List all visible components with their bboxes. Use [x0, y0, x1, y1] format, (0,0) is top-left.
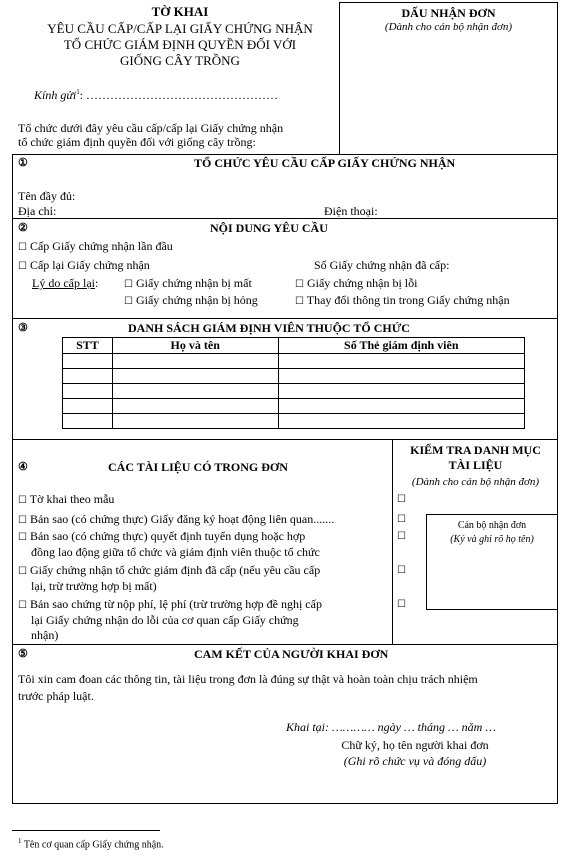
footnote-rule — [12, 830, 160, 831]
section3-number: ③ — [18, 322, 28, 334]
reason-error[interactable] — [295, 276, 417, 291]
section5-title: CAM KẾT CỦA NGƯỜI KHAI ĐƠN — [194, 647, 389, 661]
checkbox[interactable]: ☐ — [124, 279, 133, 290]
checkbox[interactable]: ☐ — [18, 495, 27, 506]
footnote-ref: 1 — [76, 88, 80, 96]
section4-title: CÁC TÀI LIỆU CÓ TRONG ĐƠN — [108, 460, 288, 474]
table-cell[interactable] — [112, 414, 278, 429]
reason-label — [32, 276, 98, 291]
table-cell[interactable] — [112, 369, 278, 384]
stamp-note: (Dành cho cán bộ nhận đơn) — [384, 21, 513, 33]
table-row[interactable] — [63, 384, 525, 399]
doc-item[interactable] — [18, 597, 390, 643]
form-subtitle — [20, 21, 340, 69]
table-cell[interactable] — [63, 369, 113, 384]
reason-option-label: Giấy chứng nhận bị lỗi — [306, 276, 418, 290]
section3-title: DANH SÁCH GIÁM ĐỊNH VIÊN THUỘC TỔ CHỨC — [128, 321, 410, 335]
table-cell[interactable] — [278, 399, 524, 414]
place-date: Khai tại: ………… ngày … tháng … năm … — [286, 720, 497, 734]
table-cell[interactable] — [278, 414, 524, 429]
table-cell[interactable] — [278, 354, 524, 369]
doc-item-label: lại Giấy chứng nhận do lỗi của cơ quan cấp Giấy chứng — [31, 613, 299, 627]
pledge-line: Tôi xin cam đoan các thông tin, tài liệu trong đơn là đúng sự thật và hoàn toàn chịu trách nhiệm — [18, 672, 478, 686]
option-label: Cấp Giấy chứng nhận lần đầu — [29, 239, 173, 253]
subtitle-line: TỔ CHỨC GIÁM ĐỊNH QUYỀN ĐỐI VỚI — [63, 37, 297, 52]
check-box[interactable]: ☐ — [397, 599, 406, 610]
form-title: TỜ KHAI — [151, 4, 209, 19]
check-box[interactable]: ☐ — [397, 514, 406, 525]
reason-damaged[interactable] — [124, 293, 258, 308]
check-box[interactable]: ☐ — [397, 565, 406, 576]
recipient-dots: : ………………………………………… — [79, 88, 279, 102]
checkbox[interactable]: ☐ — [124, 296, 133, 307]
checkbox[interactable]: ☐ — [18, 600, 27, 611]
doc-item-label: Bản sao (có chứng thực) quyết định tuyển dụng hoặc hợp — [29, 529, 306, 543]
check-title-line: KIỂM TRA DANH MỤC — [410, 443, 541, 457]
table-row[interactable] — [63, 354, 525, 369]
recipient-label: Kính gửi — [34, 88, 77, 102]
table-row[interactable] — [63, 369, 525, 384]
officer-title: Cán bộ nhận đơn — [457, 520, 527, 531]
signature-note: (Ghi rõ chức vụ và đóng dấu) — [343, 754, 487, 768]
reason-colon: : — [94, 276, 99, 290]
table-cell[interactable] — [63, 384, 113, 399]
address-label: Địa chỉ: — [18, 204, 57, 218]
intro-text — [18, 121, 283, 149]
doc-item-label: Bản sao (có chứng thực) Giấy đăng ký hoạt động liên quan....... — [29, 512, 335, 526]
section2-title: NỘI DUNG YÊU CẦU — [210, 221, 328, 235]
footnote-text: Tên cơ quan cấp Giấy chứng nhận. — [23, 839, 164, 851]
section1-title: TỔ CHỨC YÊU CẦU CẤP GIẤY CHỨNG NHẬN — [194, 156, 456, 170]
footnote-mark: 1 — [18, 837, 22, 845]
check-note: (Dành cho cán bộ nhận đơn) — [411, 476, 540, 488]
section4-number: ④ — [18, 461, 28, 473]
examiner-table — [62, 337, 525, 429]
table-cell[interactable] — [278, 384, 524, 399]
doc-item-label: Tờ khai theo mẫu — [29, 492, 115, 506]
doc-item-label: Giấy chứng nhận tổ chức giám định đã cấp (nếu yêu cầu cấp — [29, 563, 321, 577]
divider — [12, 218, 558, 219]
checkbox[interactable]: ☐ — [295, 296, 304, 307]
divider — [12, 644, 558, 645]
checkbox[interactable]: ☐ — [18, 515, 27, 526]
reason-option-label: Giấy chứng nhận bị mất — [135, 276, 252, 290]
reason-text: Lý do cấp lại — [32, 276, 95, 290]
doc-item-label: Bản sao chứng từ nộp phí, lệ phí (trừ trường hợp đề nghị cấp — [29, 597, 322, 611]
table-cell[interactable] — [112, 384, 278, 399]
recipient-line — [34, 88, 278, 103]
signature-label: Chữ ký, họ tên người khai đơn — [341, 738, 489, 752]
cert-number-label: Số Giấy chứng nhận đã cấp: — [314, 258, 450, 272]
divider — [12, 439, 558, 440]
doc-item-label: đồng lao động giữa tổ chức và giám định viên thuộc tổ chức — [31, 545, 320, 559]
subtitle-line: YÊU CẦU CẤP/CẤP LẠI GIẤY CHỨNG NHẬN — [47, 21, 313, 36]
check-title-line: TÀI LIỆU — [448, 458, 503, 472]
table-cell[interactable] — [63, 399, 113, 414]
checkbox[interactable]: ☐ — [295, 279, 304, 290]
option-first-issue[interactable] — [18, 239, 173, 254]
column-header: STT — [63, 338, 113, 354]
table-row[interactable] — [63, 414, 525, 429]
check-box[interactable]: ☐ — [397, 494, 406, 505]
table-cell[interactable] — [112, 399, 278, 414]
pledge-text — [18, 671, 553, 705]
check-box[interactable]: ☐ — [397, 531, 406, 542]
pledge-line: trước pháp luật. — [18, 689, 94, 703]
phone-label: Điện thoại: — [324, 204, 378, 218]
table-cell[interactable] — [278, 369, 524, 384]
intro-line: Tổ chức dưới đây yêu cầu cấp/cấp lại Giấy chứng nhận — [18, 121, 284, 135]
table-cell[interactable] — [63, 414, 113, 429]
column-header: Họ và tên — [112, 338, 278, 354]
footnote — [18, 837, 164, 850]
subtitle-line: GIỐNG CÂY TRỒNG — [120, 53, 240, 68]
section2-number: ② — [18, 222, 28, 234]
checkbox[interactable]: ☐ — [18, 532, 27, 543]
section1-number: ① — [18, 157, 28, 169]
doc-item[interactable] — [18, 529, 390, 560]
full-name-label: Tên đầy đủ: — [18, 189, 76, 203]
officer-note: (Ký và ghi rõ họ tên) — [450, 534, 534, 545]
checkbox[interactable]: ☐ — [18, 261, 27, 272]
option-label: Cấp lại Giấy chứng nhận — [29, 258, 150, 272]
intro-line: tổ chức giám định quyền đối với giống cây trồng: — [18, 135, 256, 149]
table-row[interactable] — [63, 399, 525, 414]
section5-number: ⑤ — [18, 648, 28, 660]
reason-info-change[interactable] — [295, 293, 510, 308]
table-header-row — [63, 338, 525, 354]
doc-item[interactable] — [18, 512, 390, 528]
doc-item-label: lại, trừ trường hợp bị mất) — [31, 579, 157, 593]
reason-lost[interactable] — [124, 276, 252, 291]
reason-option-label: Giấy chứng nhận bị hỏng — [135, 293, 258, 307]
column-header: Số Thẻ giám định viên — [278, 338, 524, 354]
doc-item-label: nhận) — [31, 628, 59, 642]
divider — [12, 318, 558, 319]
checkbox[interactable]: ☐ — [18, 242, 27, 253]
option-reissue[interactable] — [18, 258, 150, 273]
doc-item[interactable] — [18, 563, 390, 594]
doc-item[interactable] — [18, 492, 390, 508]
reason-option-label: Thay đổi thông tin trong Giấy chứng nhận — [306, 293, 510, 307]
table-cell[interactable] — [63, 354, 113, 369]
table-cell[interactable] — [112, 354, 278, 369]
checkbox[interactable]: ☐ — [18, 566, 27, 577]
stamp-title: DẤU NHẬN ĐƠN — [401, 6, 496, 20]
check-title — [393, 443, 558, 473]
